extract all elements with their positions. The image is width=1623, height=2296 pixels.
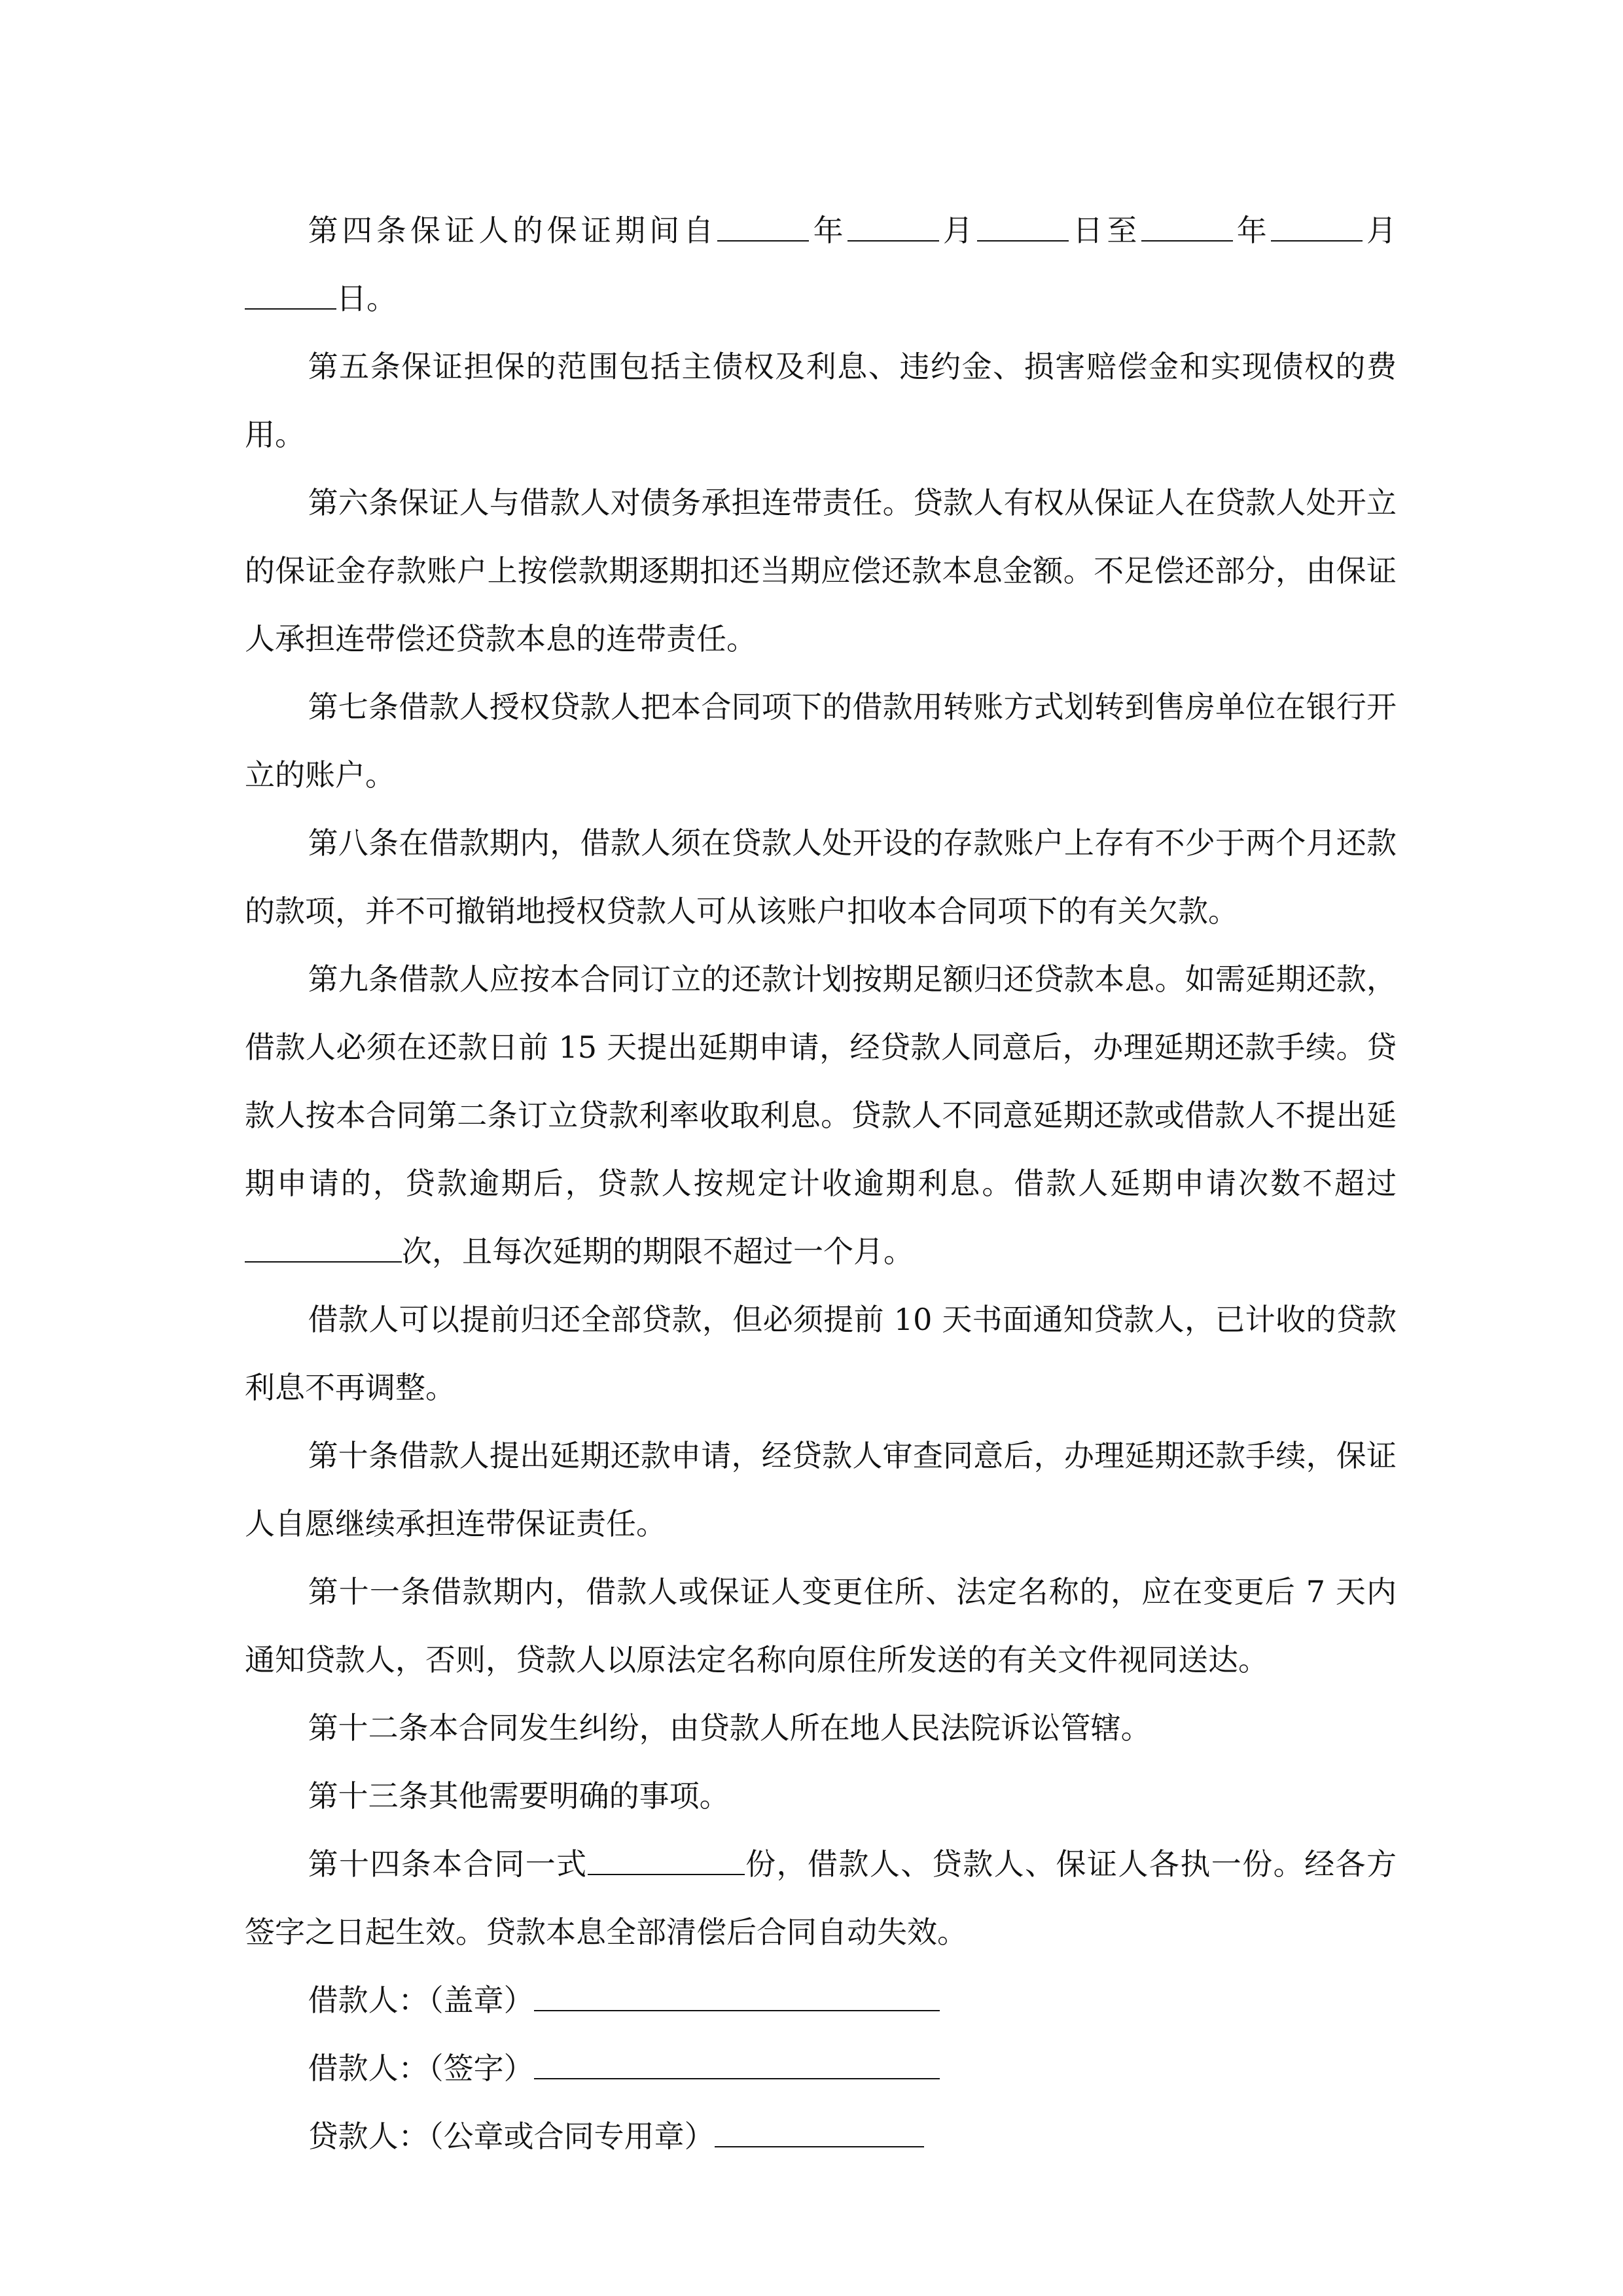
signature-borrower-sign-line[interactable] (534, 2048, 940, 2079)
blank-extension-count[interactable] (245, 1231, 402, 1263)
article-4-text-1: 第四条保证人的保证期间自 (308, 213, 718, 248)
article-6: 第六条保证人与借款人对债务承担连带责任。贷款人有权从保证人在贷款人处开立的保证金存款账户上按偿款期逐期扣还当期应偿还款本息金额。不足偿还部分，由保证人承担连带偿还贷款本息的连带责任。 (245, 485, 1397, 656)
blank-end-month[interactable] (1271, 210, 1363, 242)
signature-lender-seal-line[interactable] (715, 2116, 924, 2147)
signature-lender-seal-label: 贷款人：（公章或合同专用章） (308, 2119, 715, 2154)
article-12: 第十二条本合同发生纠纷，由贷款人所在地人民法院诉讼管辖。 (308, 1710, 1151, 1746)
blank-start-year[interactable] (717, 210, 809, 242)
article-4-text-2: 年 (809, 213, 847, 248)
article-4-text-7: 日。 (336, 281, 397, 316)
signature-borrower-sign (245, 2034, 1397, 2102)
blank-start-month[interactable] (847, 210, 939, 242)
article-14-text-1: 第十四条本合同一式 (308, 1846, 588, 1882)
blank-end-day[interactable] (245, 278, 336, 310)
contract-page (245, 196, 1397, 2170)
article-13: 第十三条其他需要明确的事项。 (308, 1778, 730, 1814)
article-14 (245, 1830, 1397, 1966)
signature-borrower-sign-label: 借款人：（签字） (308, 2051, 534, 2086)
article-4 (245, 196, 1397, 332)
signature-lender-seal (245, 2102, 1397, 2170)
article-9-prepayment: 借款人可以提前归还全部贷款，但必须提前 10 天书面通知贷款人，已计收的贷款利息不再调整。 (245, 1302, 1397, 1405)
article-14-text-2: 份，借款人、贷款人、保证人各执一份。经各方签字之日起生效。贷款本息全部清偿后合同自动失效。 (245, 1846, 1397, 1950)
signature-borrower-seal-line[interactable] (534, 1980, 940, 2011)
article-9-text-1: 第九条借款人应按本合同订立的还款计划按期足额归还贷款本息。如需延期还款，借款人必须在还款日前 15 天提出延期申请，经贷款人同意后，办理延期还款手续。贷款人按本合同第二条订立贷款利率收取利息。贷款人不同意延期还款或借款人不提出延期申请的，贷款逾期后，贷款人按规定计收逾期利息。借款人延期申请次数不超过 (245, 961, 1397, 1201)
blank-copies-count[interactable] (588, 1844, 745, 1875)
article-9-text-2: 次，且每次延期的期限不超过一个月。 (402, 1234, 914, 1269)
article-9 (245, 945, 1397, 1285)
article-8: 第八条在借款期内，借款人须在贷款人处开设的存款账户上存有不少于两个月还款的款项，并不可撤销地授权贷款人可从该账户扣收本合同项下的有关欠款。 (245, 825, 1397, 929)
article-4-text-4: 日至 (1069, 213, 1141, 248)
article-4-text-5: 年 (1232, 213, 1271, 248)
signature-borrower-seal (245, 1966, 1397, 2034)
signature-borrower-seal-label: 借款人：（盖章） (308, 1982, 534, 2018)
article-4-text-3: 月 (938, 213, 978, 248)
article-5: 第五条保证担保的范围包括主债权及利息、违约金、损害赔偿金和实现债权的费用。 (245, 349, 1397, 452)
article-4-text-6: 月 (1362, 213, 1397, 248)
blank-start-day[interactable] (977, 210, 1069, 242)
article-10: 第十条借款人提出延期还款申请，经贷款人审查同意后，办理延期还款手续，保证人自愿继续承担连带保证责任。 (245, 1438, 1397, 1541)
blank-end-year[interactable] (1141, 210, 1233, 242)
article-7: 第七条借款人授权贷款人把本合同项下的借款用转账方式划转到售房单位在银行开立的账户。 (245, 689, 1397, 793)
article-11: 第十一条借款期内，借款人或保证人变更住所、法定名称的，应在变更后 7 天内通知贷款人，否则，贷款人以原法定名称向原住所发送的有关文件视同送达。 (245, 1574, 1397, 1677)
